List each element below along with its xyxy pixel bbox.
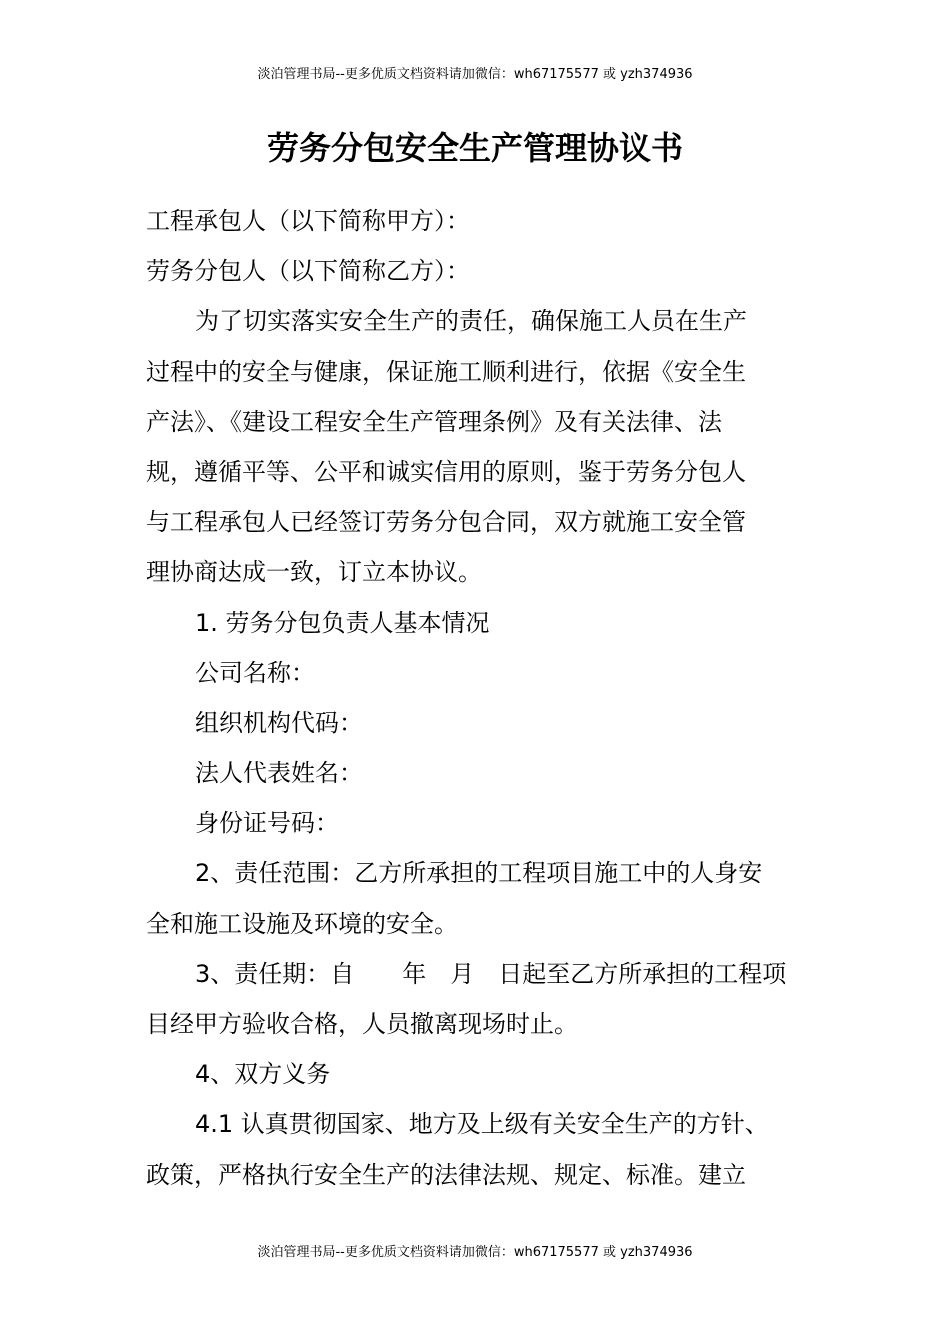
preamble-line: 过程中的安全与健康，保证施工顺利进行，依据《安全生 [146, 357, 746, 386]
clause-line: 4.1 认真贯彻国家、地方及上级有关安全生产的方针、 [195, 1110, 769, 1139]
party-a-line: 工程承包人（以下简称甲方）： [146, 207, 470, 235]
form-field-label: 公司名称： [195, 658, 315, 687]
preamble-line: 规，遵循平等、公平和诚实信用的原则，鉴于劳务分包人 [146, 457, 746, 486]
section-heading: 4、双方义务 [195, 1060, 331, 1089]
clause-line: 目经甲方验收合格，人员撤离现场时止。 [146, 1010, 578, 1038]
form-field-label: 组织机构代码： [195, 708, 363, 737]
preamble-line: 与工程承包人已经签订劳务分包合同，双方就施工安全管 [146, 508, 746, 537]
preamble-line: 产法》、《建设工程安全生产管理条例》及有关法律、法 [146, 407, 722, 436]
form-field-label: 身份证号码： [195, 809, 339, 838]
clause-line: 3、责任期：自 年 月 日起至乙方所承担的工程项 [195, 959, 787, 988]
form-field-label: 法人代表姓名： [195, 759, 363, 788]
preamble-line: 为了切实落实安全生产的责任，确保施工人员在生产 [195, 307, 747, 336]
party-b-line: 劳务分包人（以下简称乙方）： [146, 257, 470, 286]
document-title: 劳务分包安全生产管理协议书 [266, 129, 683, 167]
clause-line: 政策，严格执行安全生产的法律法规、规定、标准。建立 [146, 1160, 746, 1189]
clause-line: 全和施工设施及环境的安全。 [146, 909, 458, 938]
header-note: 淡泊管理书局--更多优质文档资料请加微信：wh67175577 或 yzh374936 [257, 67, 693, 82]
document-body [146, 196, 808, 1200]
clause-line: 2、责任范围：乙方所承担的工程项目施工中的人身安 [195, 859, 763, 888]
section-heading: 1. 劳务分包负责人基本情况 [195, 608, 490, 637]
footer-note: 淡泊管理书局--更多优质文档资料请加微信：wh67175577 或 yzh374936 [257, 1245, 693, 1260]
preamble-line: 理协商达成一致，订立本协议。 [146, 558, 482, 587]
